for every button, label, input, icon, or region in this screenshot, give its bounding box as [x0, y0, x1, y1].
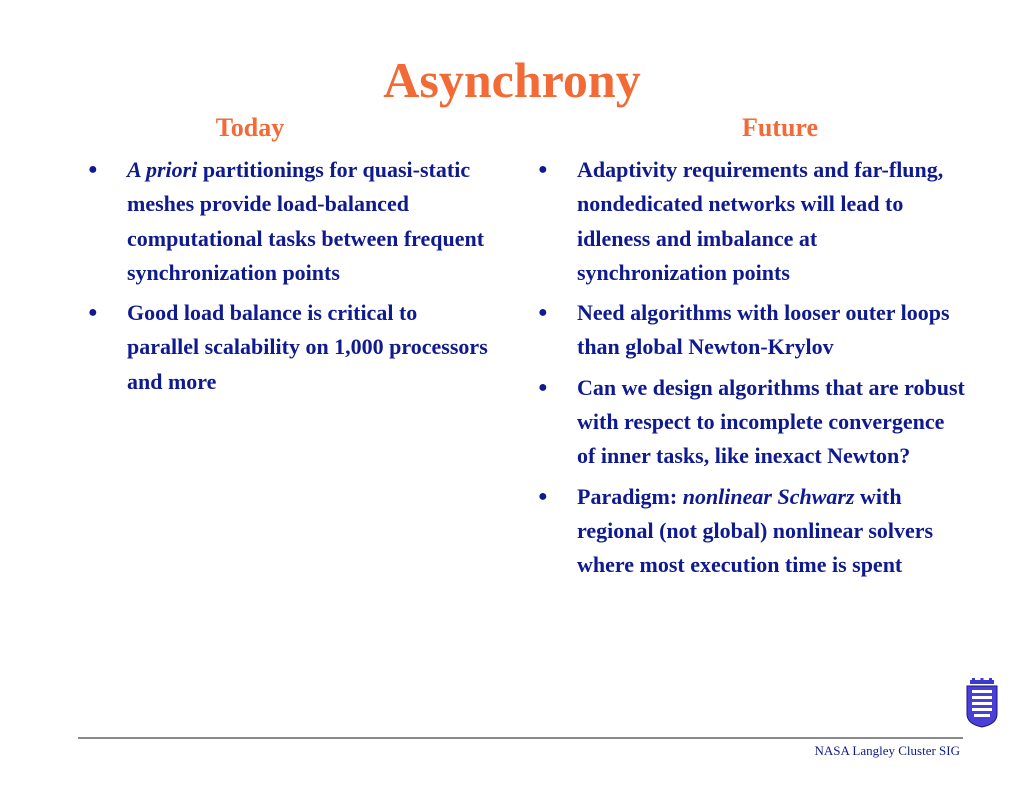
list-item: [88, 153, 488, 290]
list-item: [538, 296, 968, 365]
bullet-icon: ●: [538, 487, 548, 505]
list-item: [538, 371, 968, 474]
footer-text: NASA Langley Cluster SIG: [814, 743, 960, 758]
bullet-icon: ●: [88, 304, 98, 322]
list-item: [538, 153, 968, 290]
bullet-icon: ●: [88, 161, 98, 178]
today-bullet-list: [88, 153, 488, 405]
bullet-text: Can we design algorithms that are robust with respect to incomplete convergence of inner tasks, like inexact Newton?: [577, 374, 965, 469]
bullet-icon: ●: [538, 304, 548, 322]
bullet-text-before: Paradigm:: [577, 483, 683, 509]
column-heading-today: Today: [215, 113, 285, 142]
column-heading-future: Future: [741, 113, 819, 142]
bullet-italic-lead: A priori: [127, 157, 198, 182]
bullet-icon: ●: [538, 161, 548, 178]
crest-logo-icon: [964, 678, 1000, 728]
future-bullet-list: [538, 153, 968, 589]
list-item: [538, 480, 968, 583]
bullet-icon: ●: [538, 378, 548, 396]
list-item: [88, 296, 488, 399]
bullet-text: Need algorithms with looser outer loops than global Newton-Krylov: [577, 300, 950, 360]
slide-title: Asynchrony: [383, 52, 641, 108]
footer-divider: [78, 737, 963, 739]
bullet-text-after: with regional (not global) nonlinear solvers where most execution time is spent: [577, 483, 934, 578]
bullet-text: Adaptivity requirements and far-flung, nondedicated networks will lead to idleness and imbalance at synchronization points: [577, 157, 944, 285]
bullet-italic: nonlinear Schwarz: [682, 483, 855, 509]
bullet-text: partitionings for quasi-static meshes provide load-balanced computational tasks between frequent synchronization points: [127, 157, 485, 285]
bullet-text: Good load balance is critical to parallel scalability on 1,000 processors and more: [127, 300, 488, 394]
